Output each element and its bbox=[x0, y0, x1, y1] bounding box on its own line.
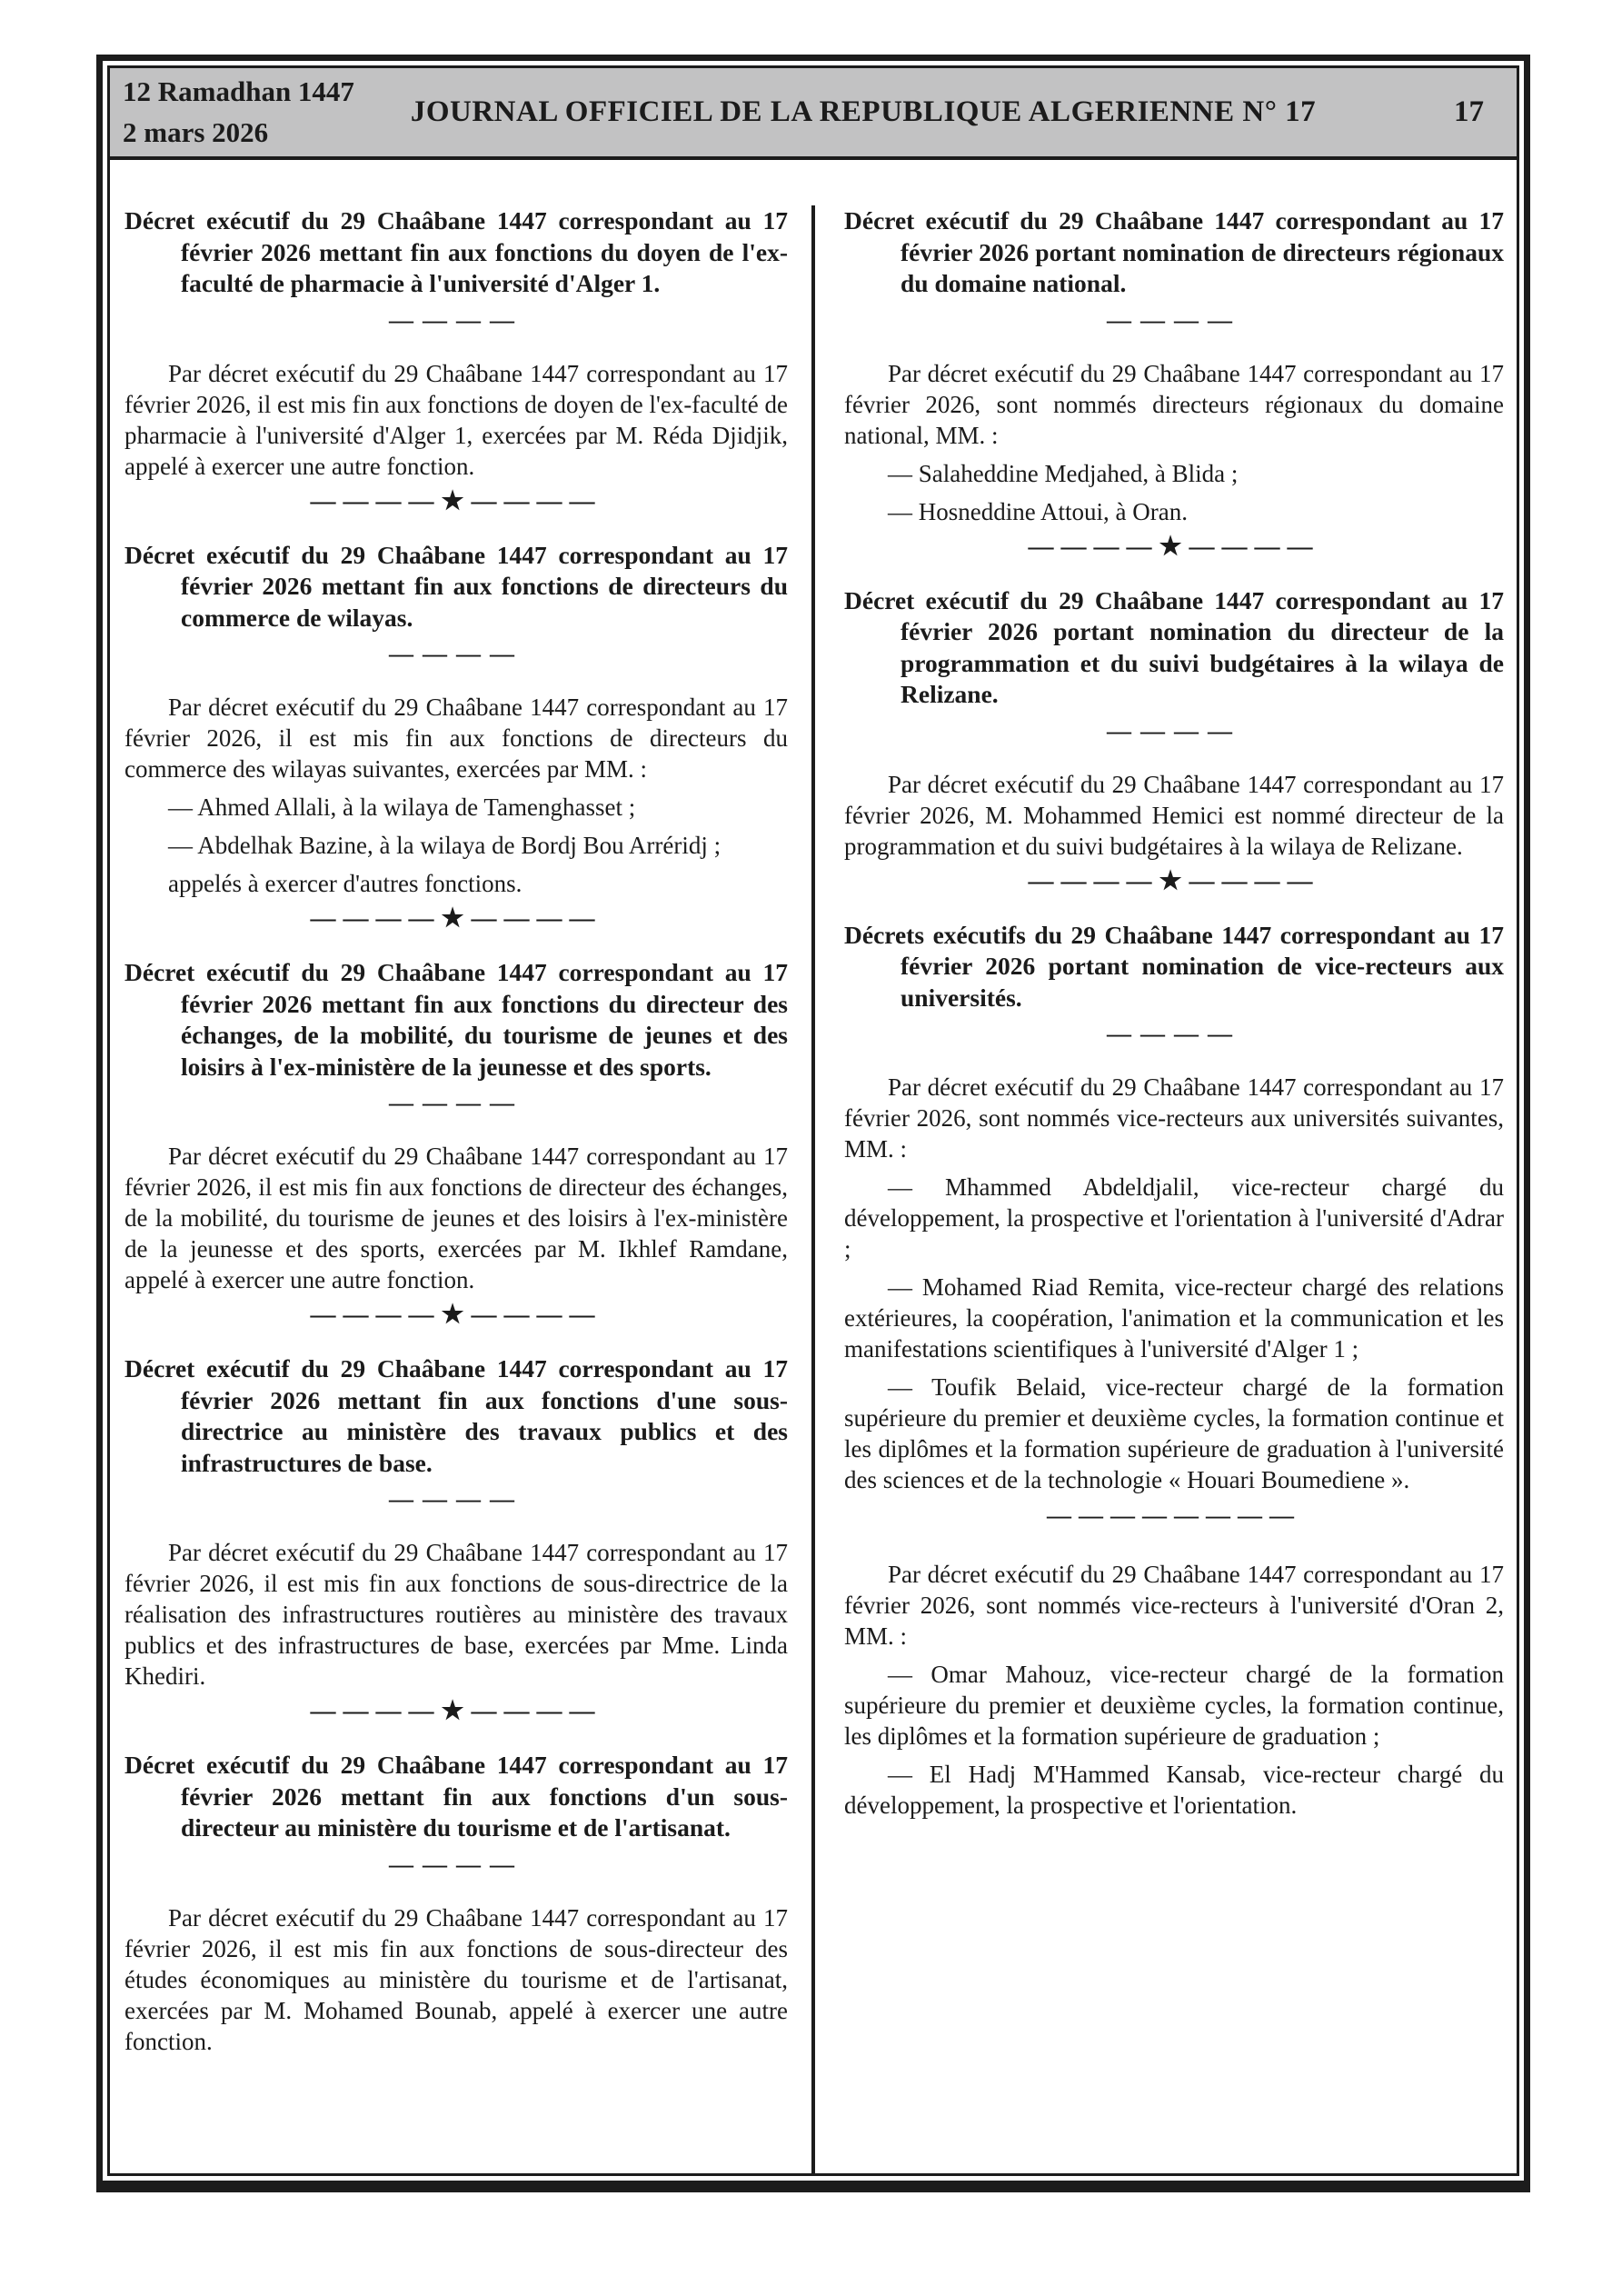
decree-paragraph: Par décret exécutif du 29 Chaâbane 1447 correspondant au 17 février 2026, sont nommés directeurs régionaux du domaine national, MM. : bbox=[844, 359, 1504, 449]
page-frame bbox=[96, 55, 1530, 2192]
decree-title: Décret exécutif du 29 Chaâbane 1447 correspondant au 17 février 2026 mettant fin aux fonctions d'une sous-directrice au ministère des travaux publics et des infrastructures de base. bbox=[124, 1354, 788, 1477]
page-inner-border bbox=[107, 65, 1519, 2176]
dash-separator: ———— bbox=[389, 1850, 523, 1878]
decree-title: Décret exécutif du 29 Chaâbane 1447 correspondant au 17 février 2026 mettant fin aux fonctions du directeur des échanges, de la mobilité, du tourisme de jeunes et des loisirs à l'ex-ministère de la jeunesse et des sports. bbox=[124, 958, 788, 1081]
appointment-item: — Toufik Belaid, vice-recteur chargé de la formation supérieure du premier et deuxième cycles, la formation continue et les diplômes et la formation supérieure de graduation à l'université des sciences et de la technologie « Houari Boumediene ». bbox=[844, 1373, 1504, 1493]
appointment-item: — Mohamed Riad Remita, vice-recteur chargé des relations extérieures, la coopération, l'animation et la communication et les manifestations scientifiques à l'université d'Alger 1 ; bbox=[844, 1273, 1504, 1363]
decree-paragraph: Par décret exécutif du 29 Chaâbane 1447 correspondant au 17 février 2026, il est mis fin aux fonctions de sous-directeur des études économiques au ministère du tourisme et de l'artisanat, exercées par M. Mohamed Bounab, appelé à exercer une autre fonction. bbox=[124, 1903, 788, 2055]
decree-paragraph: Par décret exécutif du 29 Chaâbane 1447 correspondant au 17 février 2026, il est mis fin aux fonctions de directeurs du commerce des wilayas suivantes, exercées par MM. : bbox=[124, 694, 788, 783]
right-column bbox=[813, 160, 1517, 2173]
decree-title: Décret exécutif du 29 Chaâbane 1447 correspondant au 17 février 2026 mettant fin aux fonctions du doyen de l'ex-faculté de pharmacie à l'université d'Alger 1. bbox=[124, 206, 788, 297]
header-dates bbox=[110, 68, 354, 156]
journal-title: JOURNAL OFFICIEL DE LA REPUBLIQUE ALGERIENNE N° 17 bbox=[410, 95, 1317, 128]
star-separator: ————★———— bbox=[310, 1697, 602, 1725]
star-separator: ————★———— bbox=[310, 904, 602, 933]
decree-paragraph: Par décret exécutif du 29 Chaâbane 1447 correspondant au 17 février 2026, sont nommés vice-recteurs à l'université d'Oran 2, MM. : bbox=[844, 1561, 1504, 1650]
dash-separator: ———— bbox=[389, 1485, 523, 1512]
hijri-date: 12 Ramadhan 1447 bbox=[123, 75, 354, 107]
gregorian-date: 2 mars 2026 bbox=[123, 116, 269, 148]
appointment-item: — Salaheddine Medjahed, à Blida ; bbox=[888, 459, 1239, 487]
column-divider bbox=[811, 205, 815, 2173]
decree-title: Décrets exécutifs du 29 Chaâbane 1447 correspondant au 17 février 2026 portant nomination de vice-recteurs aux universités. bbox=[844, 920, 1504, 1012]
decree-paragraph: appelés à exercer d'autres fonctions. bbox=[168, 870, 522, 897]
page-content bbox=[110, 160, 1517, 2173]
star-separator: ————★———— bbox=[310, 486, 602, 515]
appointment-item: — Ahmed Allali, à la wilaya de Tamenghasset ; bbox=[168, 794, 636, 821]
decree-title: Décret exécutif du 29 Chaâbane 1447 correspondant au 17 février 2026 mettant fin aux fonctions de directeurs du commerce de wilayas. bbox=[124, 540, 788, 632]
page-number: 17 bbox=[1454, 95, 1484, 128]
decree-paragraph: Par décret exécutif du 29 Chaâbane 1447 correspondant au 17 février 2026, il est mis fin aux fonctions de doyen de l'ex-faculté de pharmacie à l'université d'Alger 1, exercées par M. Réda Djidjik, appelé à exercer une autre fonction. bbox=[124, 359, 788, 480]
dash-separator: ———— bbox=[389, 640, 523, 667]
star-separator: ————★———— bbox=[1028, 866, 1320, 895]
appointment-item: — Abdelhak Bazine, à la wilaya de Bordj Bou Arréridj ; bbox=[168, 832, 721, 859]
decree-title: Décret exécutif du 29 Chaâbane 1447 correspondant au 17 février 2026 portant nomination du directeur de la programmation et du suivi budgétaires à la wilaya de Relizane. bbox=[844, 585, 1504, 708]
dash-separator: ———— bbox=[389, 1089, 523, 1116]
decree-title: Décret exécutif du 29 Chaâbane 1447 correspondant au 17 février 2026 mettant fin aux fonctions d'un sous-directeur au ministère du tourisme et de l'artisanat. bbox=[124, 1751, 788, 1842]
page-header bbox=[110, 68, 1517, 160]
decree-paragraph: Par décret exécutif du 29 Chaâbane 1447 correspondant au 17 février 2026, il est mis fin aux fonctions de sous-directrice de la réalisation des infrastructures routières au ministère des travaux publics et des infrastructures de base, exercées par Mme. Linda Khediri. bbox=[124, 1539, 788, 1690]
dash-separator: ———— bbox=[1107, 305, 1241, 334]
decree-paragraph: Par décret exécutif du 29 Chaâbane 1447 correspondant au 17 février 2026, il est mis fin aux fonctions de directeur des échanges, de la mobilité, du tourisme de jeunes et des loisirs à l'ex-ministère de la jeunesse et des sports, exercées par M. Ikhlef Ramdane, appelé à exercer une autre fonction. bbox=[124, 1143, 788, 1293]
appointment-item: — El Hadj M'Hammed Kansab, vice-recteur chargé du développement, la prospective et l'orientation. bbox=[844, 1761, 1504, 1819]
decree-paragraph: Par décret exécutif du 29 Chaâbane 1447 correspondant au 17 février 2026, sont nommés vice-recteurs aux universités suivantes, MM. : bbox=[844, 1073, 1504, 1163]
dash-separator: ———— bbox=[1107, 716, 1241, 744]
appointment-item: — Hosneddine Attoui, à Oran. bbox=[888, 497, 1188, 525]
long-dash-separator: ———————— bbox=[1047, 1502, 1301, 1529]
star-separator: ————★———— bbox=[310, 1301, 602, 1329]
dash-separator: ———— bbox=[1107, 1020, 1241, 1047]
decree-title: Décret exécutif du 29 Chaâbane 1447 correspondant au 17 février 2026 portant nomination de directeurs régionaux du domaine national. bbox=[844, 206, 1504, 297]
left-column bbox=[110, 160, 813, 2173]
decree-paragraph: Par décret exécutif du 29 Chaâbane 1447 correspondant au 17 février 2026, M. Mohammed Hemici est nommé directeur de la programmation et du suivi budgétaires à la wilaya de Relizane. bbox=[844, 770, 1504, 860]
appointment-item: — Omar Mahouz, vice-recteur chargé de la formation supérieure du premier et deuxième cycles, la formation continue, les diplômes et la formation supérieure de graduation ; bbox=[844, 1661, 1504, 1750]
star-separator: ————★———— bbox=[1028, 532, 1320, 561]
dash-separator: ———— bbox=[389, 305, 523, 334]
appointment-item: — Mhammed Abdeldjalil, vice-recteur chargé du développement, la prospective et l'orientation à l'université d'Adrar ; bbox=[844, 1173, 1504, 1263]
